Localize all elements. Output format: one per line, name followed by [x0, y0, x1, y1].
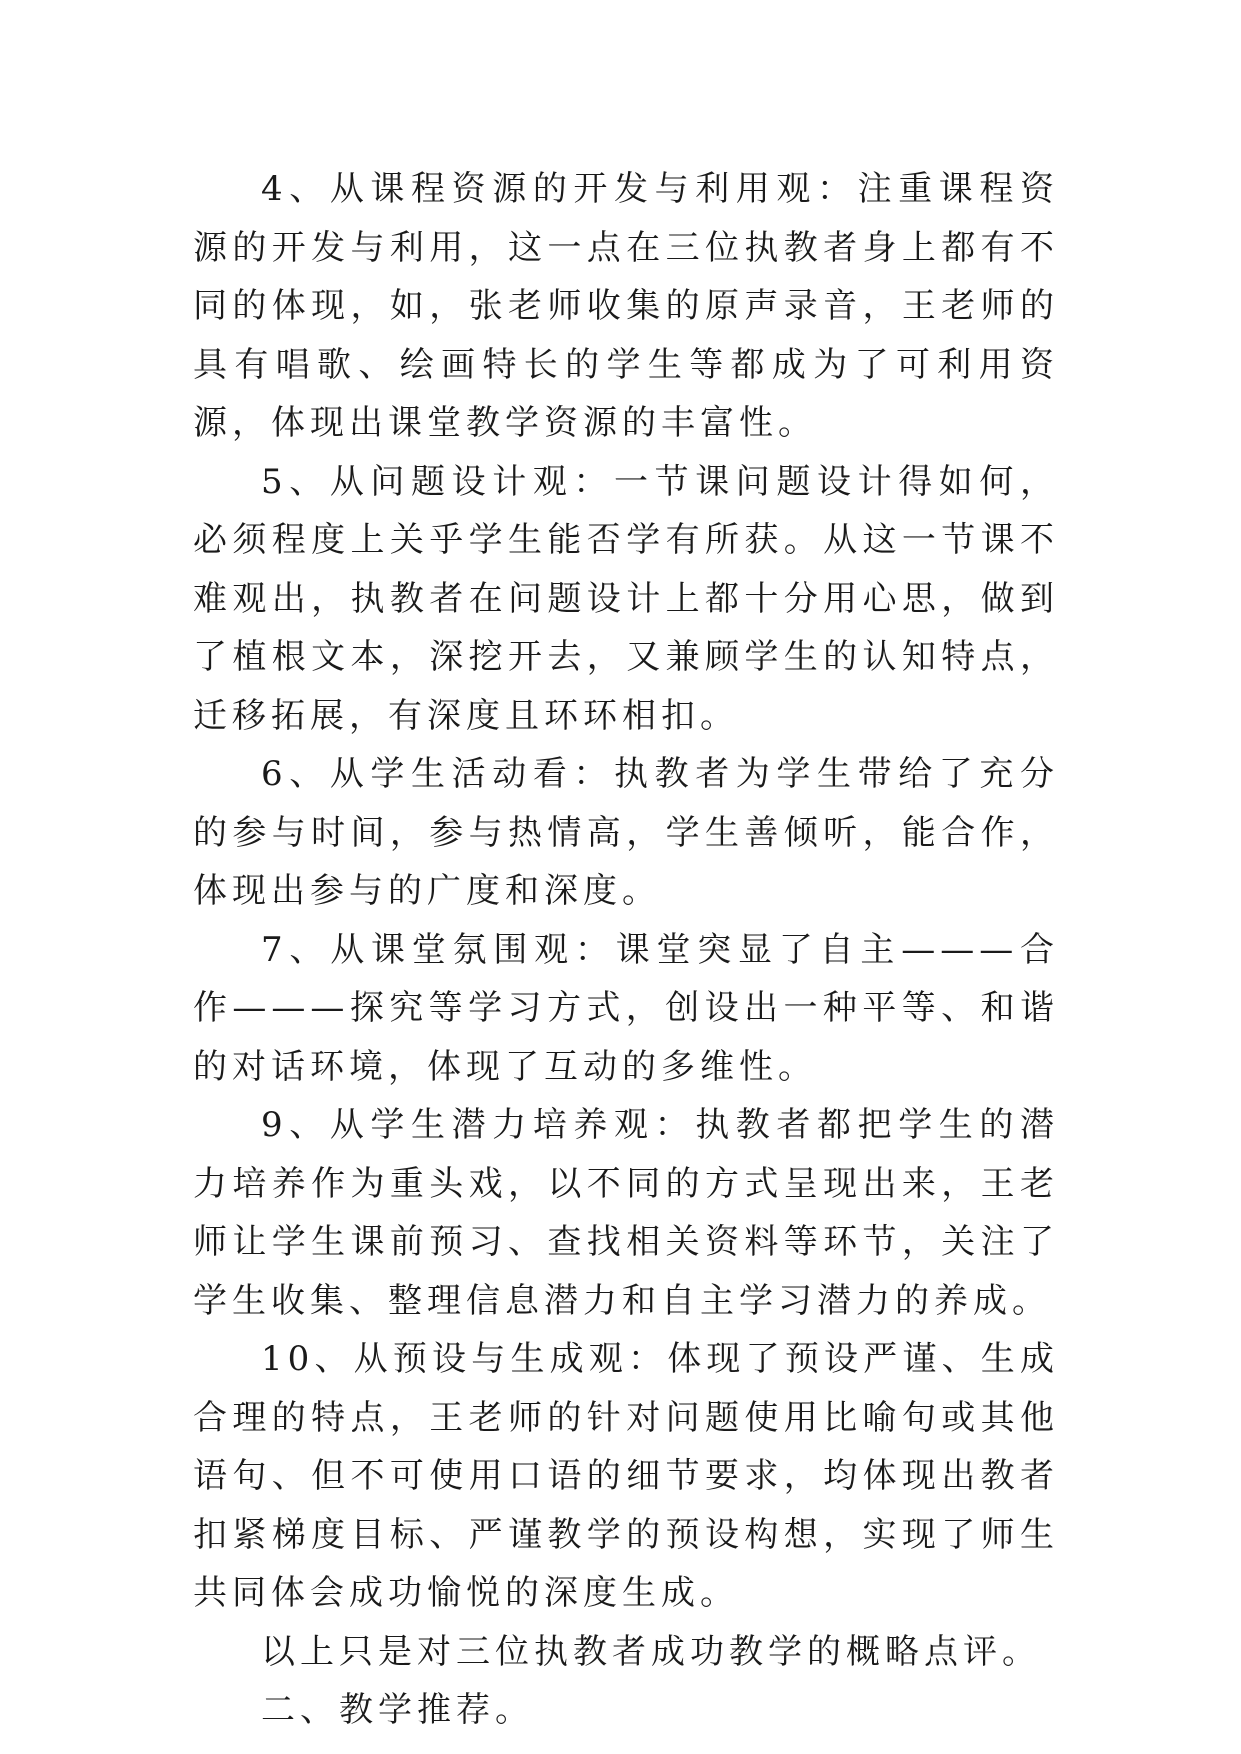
paragraph-classroom-atmosphere: 7、从课堂氛围观：课堂突显了自主———合作———探究等学习方式，创设出一种平等、和谐的对话环境，体现了互动的多维性。 — [193, 929, 1059, 1087]
paragraph-resource-development: 4、从课程资源的开发与利用观：注重课程资源的开发与利用，这一点在三位执教者身上都有不同的体现，如，张老师收集的原声录音，王老师的具有唱歌、绘画特长的学生等都成为了可利用资源，体现出课堂教学资源的丰富性。 — [193, 169, 1059, 443]
document-body — [193, 160, 1059, 1740]
paragraph-student-potential: 9、从学生潜力培养观：执教者都把学生的潜力培养作为重头戏，以不同的方式呈现出来，王老师让学生课前预习、查找相关资料等环节，关注了学生收集、整理信息潜力和自主学习潜力的养成。 — [193, 1105, 1059, 1321]
section-heading-teaching-recommendations: 二、教学推荐。 — [261, 1690, 534, 1730]
paragraph-preset-generation: 10、从预设与生成观：体现了预设严谨、生成合理的特点，王老师的针对问题使用比喻句或其他语句、但不可使用口语的细节要求，均体现出教者扣紧梯度目标、严谨教学的预设构想，实现了师生共同体会成功愉悦的深度生成。 — [193, 1339, 1059, 1613]
paragraph-question-design: 5、从问题设计观：一节课问题设计得如何，必须程度上关乎学生能否学有所获。从这一节课不难观出，执教者在问题设计上都十分用心思，做到了植根文本，深挖开去，又兼顾学生的认知特点，迁移拓展，有深度且环环相扣。 — [193, 461, 1059, 736]
paragraph-student-activity: 6、从学生活动看：执教者为学生带给了充分的参与时间，参与热情高，学生善倾听，能合作，体现出参与的广度和深度。 — [193, 754, 1059, 911]
paragraph-summary: 以上只是对三位执教者成功教学的概略点评。 — [261, 1631, 1041, 1672]
